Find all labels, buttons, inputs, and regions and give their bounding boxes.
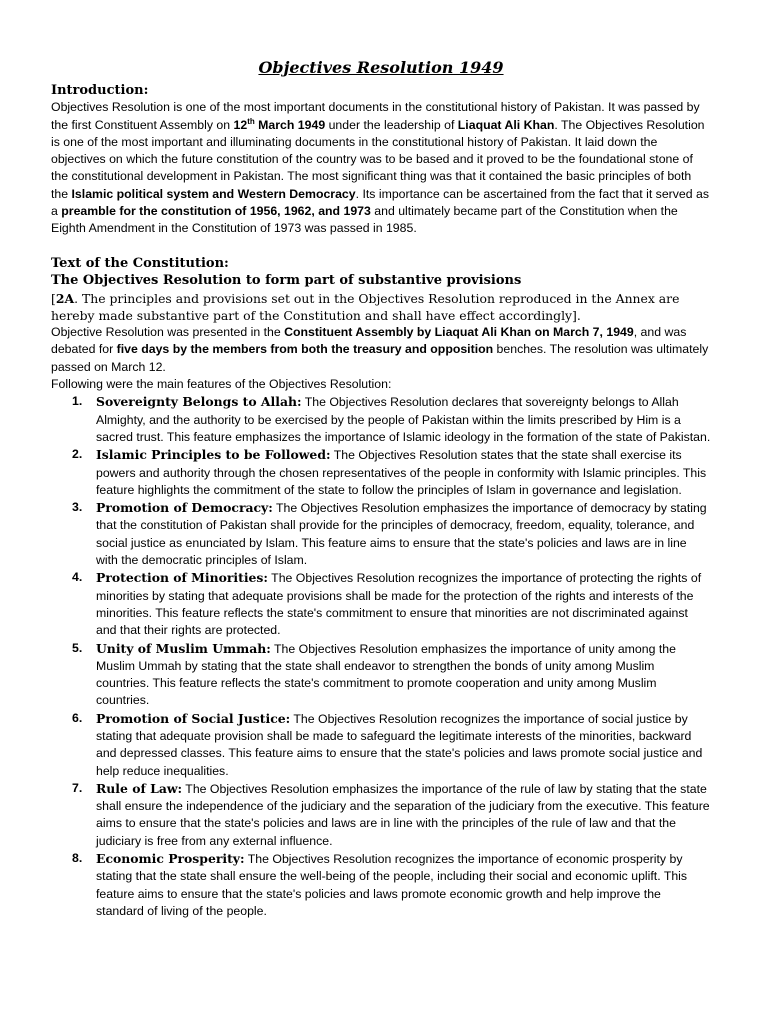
list-item-number: 1. (72, 394, 83, 409)
list-item-label: Rule of Law: (96, 780, 183, 796)
text-subheading: The Objectives Resolution to form part of substantive provisions (51, 273, 522, 289)
list-item-text: The Objectives Resolution recognizes the importance of protecting the rights of minorities by stating that adequate provisions shall be made for the protection of the rights and interests of the minorities. This feature reflects the state's commitment to ensure that minorities are not discriminated against and that their rights are protected. (96, 571, 702, 638)
list-item-label: Unity of Muslim Ummah: (96, 640, 271, 656)
list-item-number: 8. (72, 851, 83, 866)
list-item-number: 2. (72, 447, 83, 462)
intro-leader: Liaquat Ali Khan (457, 117, 555, 132)
presentation-text-2: , and was debated for (51, 325, 687, 357)
intro-preamble: preamble for the constitution of 1956, 1962, and 1973 (61, 204, 371, 219)
list-item-number: 5. (72, 640, 83, 655)
presentation-text-3: benches. The resolution was ultimately passed on March 12. (51, 342, 709, 374)
presentation-text-1: Objective Resolution was presented in the (51, 325, 285, 340)
intro-paragraph (51, 99, 711, 237)
intro-heading: Introduction: (51, 83, 149, 98)
quote-text: . The principles and provisions set out in the Objectives Resolution reproduced in the Annex are hereby made substantive part of the Constitution and shall have effect accordingly]. (51, 290, 680, 323)
intro-text-4: . Its importance can be ascertained from the fact that it served as a (51, 186, 709, 219)
list-item-text: The Objectives Resolution emphasizes the importance of the rule of law by stating that the state shall ensure the independence of the judiciary and the separation of the judiciary from the executive. This feature aims to ensure that the state's policies and laws are in line with the principles of the rule of law and that the judiciary is free from any external influence. (96, 781, 710, 848)
list-item-text: The Objectives Resolution recognizes the importance of economic prosperity by stating that the state shall ensure the well-being of the people, including their social and economic uplift. This feature aims to ensure that the state's policies and laws promote economic growth and help improve the standard of living of the people. (96, 852, 688, 918)
list-item-text: The Objectives Resolution recognizes the importance of social justice by stating that adequate provision shall be made to safeguard the legitimate interests of the minorities, backward and depressed classes. This feature aims to ensure that the state's policies and laws promote social justice and help reduce inequalities. (96, 711, 703, 778)
list-item-text: The Objectives Resolution declares that sovereignty belongs to Allah Almighty, and the authority to be exercised by the people of Pakistan within the limits prescribed by Him is a sacred trust. This feature emphasizes the importance of Islamic ideology in the formation of the state of Pakistan. (96, 395, 711, 444)
list-item-label: Promotion of Social Justice: (96, 710, 291, 726)
quote-article-number: 2A (55, 290, 75, 306)
document-title: Objectives Resolution 1949 (258, 58, 504, 77)
presentation-paragraph (51, 324, 711, 376)
features-list (51, 393, 711, 920)
list-item (51, 499, 711, 569)
list-item-number: 3. (72, 500, 83, 515)
list-item-label: Promotion of Democracy: (96, 500, 273, 516)
presentation-bold-2: five days by the members from both the treasury and opposition (116, 342, 494, 357)
list-item (51, 393, 711, 446)
list-item (51, 446, 711, 499)
presentation-bold-1: Constituent Assembly by Liaquat Ali Khan on March 7, 1949 (284, 325, 634, 340)
intro-date-day: 12 (233, 117, 248, 132)
list-item-number: 4. (72, 570, 83, 585)
list-item-label: Sovereignty Belongs to Allah: (96, 394, 302, 410)
intro-date-rest: March 1949 (254, 117, 326, 132)
features-intro: Following were the main features of the Objectives Resolution: (51, 377, 392, 392)
quote-open: [ (51, 290, 56, 306)
list-item-text: The Objectives Resolution emphasizes the importance of democracy by stating that the constitution of Pakistan shall provide for the principles of democracy, freedom, equality, tolerance, and social justice as enunciated by Islam. This feature aims to ensure that the state's policies and laws are in line with the democratic principles of Islam. (96, 501, 707, 568)
intro-text-2: under the leadership of (325, 117, 458, 132)
list-item-number: 6. (72, 710, 83, 725)
list-item (51, 569, 711, 639)
list-item-number: 7. (72, 780, 83, 795)
list-item-label: Islamic Principles to be Followed: (96, 447, 331, 463)
intro-text-3: . The Objectives Resolution is one of the most important and illuminating documents in the constitutional history of Pakistan. It laid down the objectives on which the future constitution of the country was to be based and it proved to be the foundational stone of the constitutional development in Pakistan. The most significant thing was that it contained the basic principles of both the (51, 117, 705, 201)
list-item (51, 710, 711, 780)
text-heading: Text of the Constitution: (51, 255, 229, 271)
list-item (51, 640, 711, 710)
list-item-text: The Objectives Resolution emphasizes the importance of unity among the Muslim Ummah by stating that the state shall endeavor to strengthen the bonds of unity among Muslim countries. This feature reflects the state's commitment to promote cooperation and unity among Muslim countries. (96, 641, 676, 708)
list-item (51, 850, 711, 920)
intro-date (234, 118, 326, 132)
spacer (51, 238, 711, 255)
list-item-label: Economic Prosperity: (96, 851, 245, 867)
intro-text-5: and ultimately became part of the Constitution when the Eighth Amendment in the Constitution of 1973 was passed in 1985. (51, 204, 678, 236)
intro-date-sup: th (247, 116, 255, 126)
list-item (51, 780, 711, 850)
list-item-text: The Objectives Resolution states that the state shall exercise its powers and authority through the chosen representatives of the people in conformity with Islamic principles. This feature highlights the commitment of the state to follow the principles of Islam in governance and legislation. (96, 448, 707, 497)
intro-systems: Islamic political system and Western Democracy (71, 186, 356, 201)
document-page (51, 58, 711, 920)
list-item-label: Protection of Minorities: (96, 570, 268, 586)
article-quote (51, 290, 711, 325)
intro-text-1: Objectives Resolution is one of the most important documents in the constitutional history of Pakistan. It was passed by the first Constituent Assembly on (51, 100, 700, 132)
